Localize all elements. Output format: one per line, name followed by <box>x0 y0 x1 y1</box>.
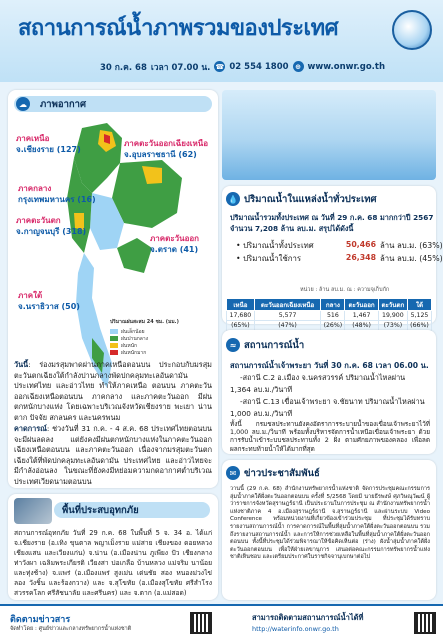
table-cell: (48%) <box>345 321 378 331</box>
legend-item-light: ฝนเล็กน้อย <box>110 328 210 335</box>
situation-line-3: 1,364 ลบ.ม./วินาที <box>230 385 293 394</box>
page-header <box>0 0 443 82</box>
table-header-cell: ใต้ <box>407 299 431 311</box>
footer-url-link[interactable]: http://waterinfo.onwr.go.th <box>252 625 339 633</box>
storage-section-head <box>226 190 377 208</box>
table-header-cell: ตะวันตก <box>378 299 407 311</box>
storage-total-value: 50,466 <box>345 240 376 249</box>
legend-item-heavy: ฝนหนัก <box>110 342 210 349</box>
situation-section-head <box>226 336 304 354</box>
region-north-label <box>16 133 81 155</box>
table-header-cell: ตะวันออกเฉียงเหนือ <box>254 299 321 311</box>
table-cell: 5,125 <box>407 311 431 321</box>
storage-region-table <box>226 298 432 331</box>
footer-right-title: สามารถติดตามสถานการณ์น้ำได้ที่ <box>252 613 364 622</box>
footer-left-title: ติดตามข่าวสาร <box>10 615 71 625</box>
region-north-name: ภาคเหนือ <box>16 134 50 143</box>
table-cell: 5,577 <box>254 311 321 321</box>
megaphone-icon: ✉ <box>226 466 240 480</box>
situation-line-1: สถานการณ์น้ำเจ้าพระยา วันที่ 30 ก.ค. 68 เวลา 06.00 น. <box>230 361 429 370</box>
region-west-label <box>16 215 86 237</box>
storage-usable-row: • ปริมาณน้ำใช้การ 26,348 ล้าน ลบ.ม. (45%) <box>236 253 443 263</box>
wave-icon: ≈ <box>226 338 240 352</box>
today-text: : ร่องมรสุมพาดผ่านภาคเหนือตอนบน ประกอบกับมรสุมตะวันตกเฉียงใต้กำลังปานกลางพัดปกคลุมทะเลอันดามัน ประเทศไทย และอ่าวไทย ทำให้ภาคเหนือ ตอนบน ภาคตะวันออกเฉียงเหนือตอนบน ภาคกลาง และภาคตะวันออก มีฝนตกหนักบางแห่ง โดยเฉพาะบริเวณจังหวัดเชียงราย พะเยา น่าน ตาก ปัจจัย สกลนคร และนครพนม <box>14 360 212 422</box>
report-date: 30 ก.ค. 68 <box>100 62 147 73</box>
region-east-label <box>150 233 199 255</box>
globe-icon: ⊕ <box>293 61 304 72</box>
today-label: วันนี้ <box>14 360 29 369</box>
region-east-name: ภาคตะวันออก <box>150 234 200 243</box>
region-west-name: ภาคตะวันตก <box>16 216 61 225</box>
situation-line-5: 1,000 ลบ.ม./วินาที <box>230 409 293 418</box>
news-body: วานนี้ (29 ก.ค. 68) สำนักงานทรัพยากรน้ำแห่งชาติ จัดการประชุมคณะกรรมการลุ่มน้ำภาคใต้ฝั่งตะวันออกตอนบน ครั้งที่ 5/2568 โดยมี นายธีรพงษ์ ศุภวิษณุวัฒน์ ผู้ว่าราชการจังหวัดสุราษฎร์ธานี เป็นประธานในการประชุม ณ สำนักงานทรัพยากรน้ำแห่งชาติภาค 4 อ.เมืองสุราษฎร์ธานี จ.สุราษฎร์ธานี และผ่านระบบ Video Conference พร้อมหน่วยงานที่เกี่ยวข้องเข้าร่วมประชุม ที่ประชุมได้รับทราบ รายงานสถานการณ์น้ำ การคาดการณ์ในพื้นที่ลุ่มน้ำภาคใต้ฝั่งตะวันออกตอนบน รวมถึงรายงานสถานการณ์น้ำ และการให้การช่วยเหลือในพื้นที่ลุ่มน้ำภาคใต้ฝั่งตะวันออกตอนบน ทั้งนี้ที่ประชุมได้ร่วมพิจารณาให้ข้อคิดเห็นต่อ (ร่าง) ผังน้ำลุ่มน้ำภาคใต้ฝั่งตะวันออกตอนบน เพื่อให้ฝ่ายเลขานุการ เสนอต่อคณะกรรมการทรัพยากรน้ำแห่งชาติเห็นชอบ และเตรียมประกาศในราชกิจจานุเบกษาต่อไป <box>230 486 430 561</box>
table-cell: (73%) <box>378 321 407 331</box>
table-header-cell: ตะวันออก <box>345 299 378 311</box>
weather-section-header <box>14 96 212 112</box>
storage-intro-line-1: ปริมาณน้ำรวมทั้งประเทศ ณ วันที่ 29 ก.ค. 68 มากกว่าปี 2567 <box>230 213 434 222</box>
info-bar <box>100 58 385 75</box>
flood-section-title: พื้นที่ประสบอุทกภัย <box>62 504 139 516</box>
forecast-text: : ช่วงวันที่ 31 ก.ค. - 4 ส.ค. 68 ประเทศไทยตอนบนจะมีฝนลดลง แต่ยังคงมีฝนตกหนักบางแห่งในภาคตะวันออกเฉียงเหนือตอนบน และภาคตะวันออก เนื่องจากมรสุมตะวันตกเฉียงใต้ที่พัดปกคลุมทะเลอันดามัน ประเทศไทย และอ่าวไทยจะมีกำลังอ่อนลง ในขณะที่ยังคงมีหย่อมความกดอากาศต่ำบริเวณประเทศเวียดนามตอนบน <box>14 424 212 486</box>
legend-title: ปริมาณฝนสะสม 24 ชม. (มม.) <box>110 319 179 325</box>
report-time: เวลา 07.00 น. <box>150 62 211 73</box>
weather-section-badge <box>16 95 30 113</box>
onwr-logo <box>392 10 432 50</box>
table-cell: (26%) <box>321 321 345 331</box>
news-section-head <box>226 464 320 482</box>
news-section-title: ข่าวประชาสัมพันธ์ <box>244 467 320 479</box>
qr-code-icon-2[interactable] <box>414 612 436 634</box>
region-south-city: จ.นราธิวาส (50) <box>18 302 80 311</box>
table-cell: (47%) <box>254 321 321 331</box>
page-footer <box>0 604 443 640</box>
water-illustration <box>222 90 436 180</box>
weather-today-paragraph <box>14 360 212 424</box>
storage-section-title: ปริมาณน้ำในแหล่งน้ำทั่วประเทศ <box>244 193 377 205</box>
situation-section-title: สถานการณ์น้ำ <box>244 339 305 351</box>
table-cell: 1,467 <box>345 311 378 321</box>
phone-icon: ☎ <box>215 62 225 71</box>
region-central-city: กรุงเทพมหานคร (16) <box>18 195 96 204</box>
cloud-icon: ☁ <box>16 97 30 111</box>
table-cell: 17,680 <box>227 311 255 321</box>
flood-section-header <box>54 502 210 518</box>
legend-item-moderate: ฝนปานกลาง <box>110 335 210 342</box>
region-central-label <box>18 183 96 205</box>
situation-body: ทั้งนี้ กรมชลประทานยังคงอัตราการระบายน้ำของเขื่อนเจ้าพระยาไว้ที่ 1,000 ลบ.ม./วินาที พร้อมทั้งบริหารจัดการน้ำเหนือเขื่อนเจ้าพระยา ด้วยการรับน้ำเข้าระบบชลประทานทั้ง 2 ฝั่ง ตามศักยภาพของคลอง เพื่อลดผลกระทบท้ายน้ำให้ได้มากที่สุด <box>230 420 430 453</box>
region-south-name: ภาคใต้ <box>18 291 43 300</box>
region-west-city: จ.กาญจนบุรี (318) <box>16 227 87 236</box>
legend-item-very-heavy: ฝนหนักมาก <box>110 349 210 356</box>
page-title: สถานการณ์น้ำภาพรวมของประเทศ <box>18 16 339 41</box>
forecast-label: คาดการณ์ <box>14 424 47 433</box>
rain-legend <box>110 318 210 356</box>
situation-line-4: -สถานี C.13 เขื่อนเจ้าพระยา จ.ชัยนาท ปริมาณน้ำไหลผ่าน <box>240 397 425 406</box>
situation-line-2: -สถานี C.2 อ.เมือง จ.นครสวรรค์ ปริมาณน้ำไหลผ่าน <box>240 373 406 382</box>
region-north-city: จ.เชียงราย (127) <box>16 145 81 154</box>
table-header-cell: กลาง <box>321 299 345 311</box>
table-cell: (65%) <box>227 321 255 331</box>
region-northeast-label <box>124 138 208 160</box>
water-drop-icon: 💧 <box>226 192 240 206</box>
phone-number[interactable]: 02 554 1800 <box>229 61 289 72</box>
storage-total-row: • ปริมาณน้ำทั้งประเทศ 50,466 ล้าน ลบ.ม. (63%) <box>236 240 443 250</box>
storage-table-note: หน่วย : ล้าน ลบ.ม. ณ : ความจุเก็บกัก <box>300 287 390 293</box>
table-cell: 516 <box>321 311 345 321</box>
region-northeast-name: ภาคตะวันออกเฉียงเหนือ <box>124 139 209 148</box>
region-east-city: จ.ตราด (41) <box>150 245 199 254</box>
qr-code-icon[interactable] <box>190 612 212 634</box>
flood-paragraph: สถานการณ์อุทกภัย วันที่ 29 ก.ค. 68 ในพื้นที่ 5 จ. 34 อ. ได้แก่ จ.เชียงราย (อ.เทิง ขุนตาล พญาเม็งราย แม่สาย เชียงของ ดอยหลวง เชียงแสน และเวียงแก่น) จ.น่าน (อ.เมืองน่าน ภูเพียง ปัว เชียงกลาง ท่าวังผา เฉลิมพระเกียรติ เวียงสา บ่อเกลือ บ้านหลวง แม่จริม นาน้อย และทุ่งช้าง) จ.แพร่ (อ.เมืองแพร่ สูงเม่น เด่นชัย สอง หนองม่วงไข่ ลอง วังชิ้น และร้องกวาง) และ จ.สุโขทัย (อ.เมืองสุโขทัย ศรีสำโรง สวรรคโลก ศรีสัชนาลัย และศรีนคร) และ จ.ตาก (อ.แม่สอด) <box>14 529 212 597</box>
storage-table-percent-row <box>227 321 432 331</box>
weather-forecast-paragraph <box>14 424 212 488</box>
table-header-cell: เหนือ <box>227 299 255 311</box>
table-cell: (66%) <box>407 321 431 331</box>
flood-photo <box>14 498 52 524</box>
storage-table-header-row <box>227 299 432 311</box>
storage-table-value-row <box>227 311 432 321</box>
storage-intro-line-2: จำนวน 7,208 ล้าน ลบ.ม. สรุปได้ดังนี้ <box>230 224 354 233</box>
region-northeast-city: จ.อุบลราชธานี (62) <box>124 150 197 159</box>
website-link[interactable]: www.onwr.go.th <box>307 61 386 72</box>
map-east <box>117 238 152 273</box>
storage-usable-value: 26,348 <box>345 253 376 262</box>
region-south-label <box>18 290 80 312</box>
region-central-name: ภาคกลาง <box>18 184 52 193</box>
weather-section-title: ภาพอากาศ <box>40 98 87 110</box>
footer-left-sub: จัดทำโดย : ศูนย์ข่าวและกลางทรัพยากรน้ำแห่งชาติ <box>10 626 132 632</box>
table-cell: 19,900 <box>378 311 407 321</box>
